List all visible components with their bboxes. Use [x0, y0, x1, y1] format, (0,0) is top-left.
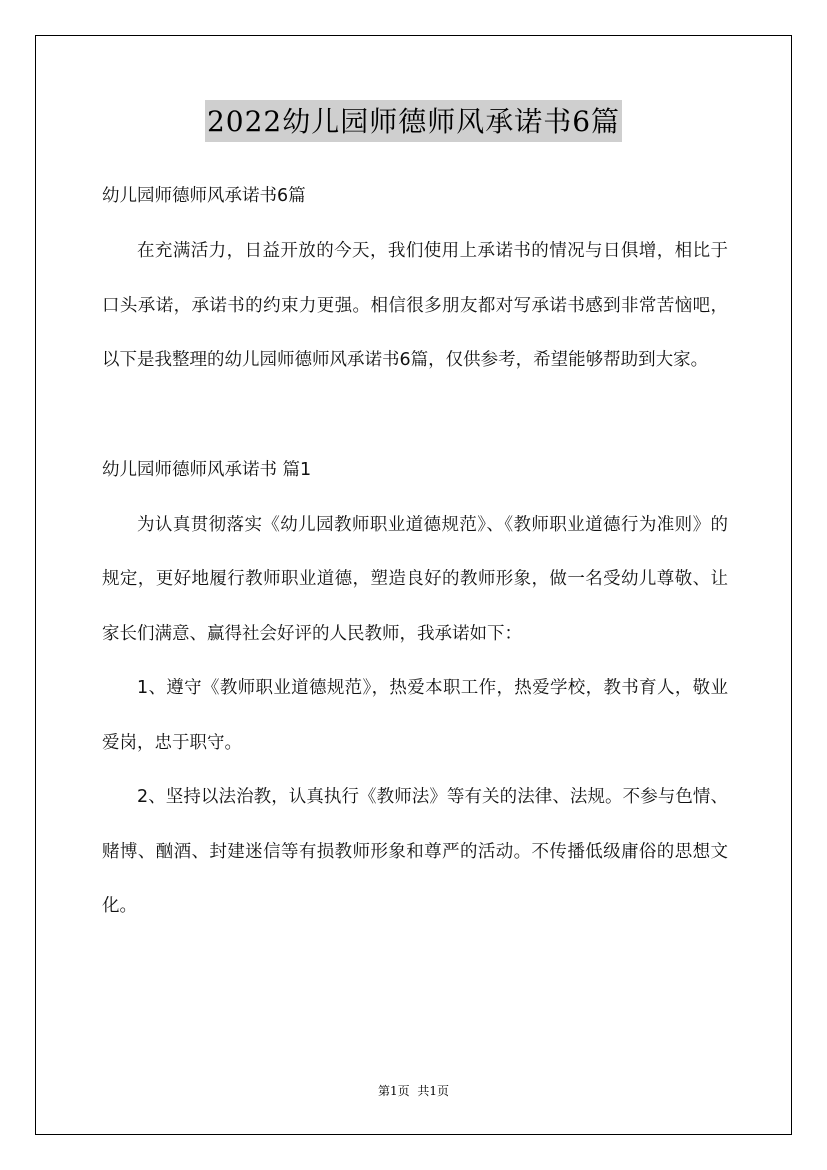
total-pages: 共1页 — [417, 1084, 450, 1098]
commitment-item-1: 1、遵守《教师职业道德规范》，热爱本职工作，热爱学校，教书育人，敬业爱岗，忠于职守。 — [102, 678, 728, 753]
document-subtitle: 幼儿园师德师风承诺书6篇 — [102, 186, 306, 206]
section-heading: 幼儿园师德师风承诺书 篇1 — [102, 459, 312, 480]
intro-paragraph: 在充满活力，日益开放的今天，我们使用上承诺书的情况与日俱增，相比于口头承诺，承诺书的约束力更强。相信很多朋友都对写承诺书感到非常苦恼吧，以下是我整理的幼儿园师德师风承诺书6篇，仅供参考，希望能够帮助到大家。 — [102, 241, 728, 370]
section-paragraph: 为认真贯彻落实《幼儿园教师职业道德规范》、《教师职业道德行为准则》的规定，更好地履行教师职业道德，塑造良好的教师形象，做一名受幼儿尊敬、让家长们满意、赢得社会好评的人民教师，我承诺如下： — [102, 514, 728, 644]
document-title: 2022幼儿园师德师风承诺书6篇 — [205, 100, 622, 142]
section-spacer — [102, 388, 728, 442]
page-number: 第1页 — [377, 1084, 410, 1098]
commitment-item-2: 2、坚持以法治教，认真执行《教师法》等有关的法律、法规。不参与色情、赌博、酗酒、封建迷信等有损教师形象和尊严的活动。不传播低级庸俗的思想文化。 — [102, 787, 728, 916]
title-container — [0, 100, 827, 142]
page-footer — [0, 1082, 827, 1099]
document-body — [102, 168, 728, 934]
